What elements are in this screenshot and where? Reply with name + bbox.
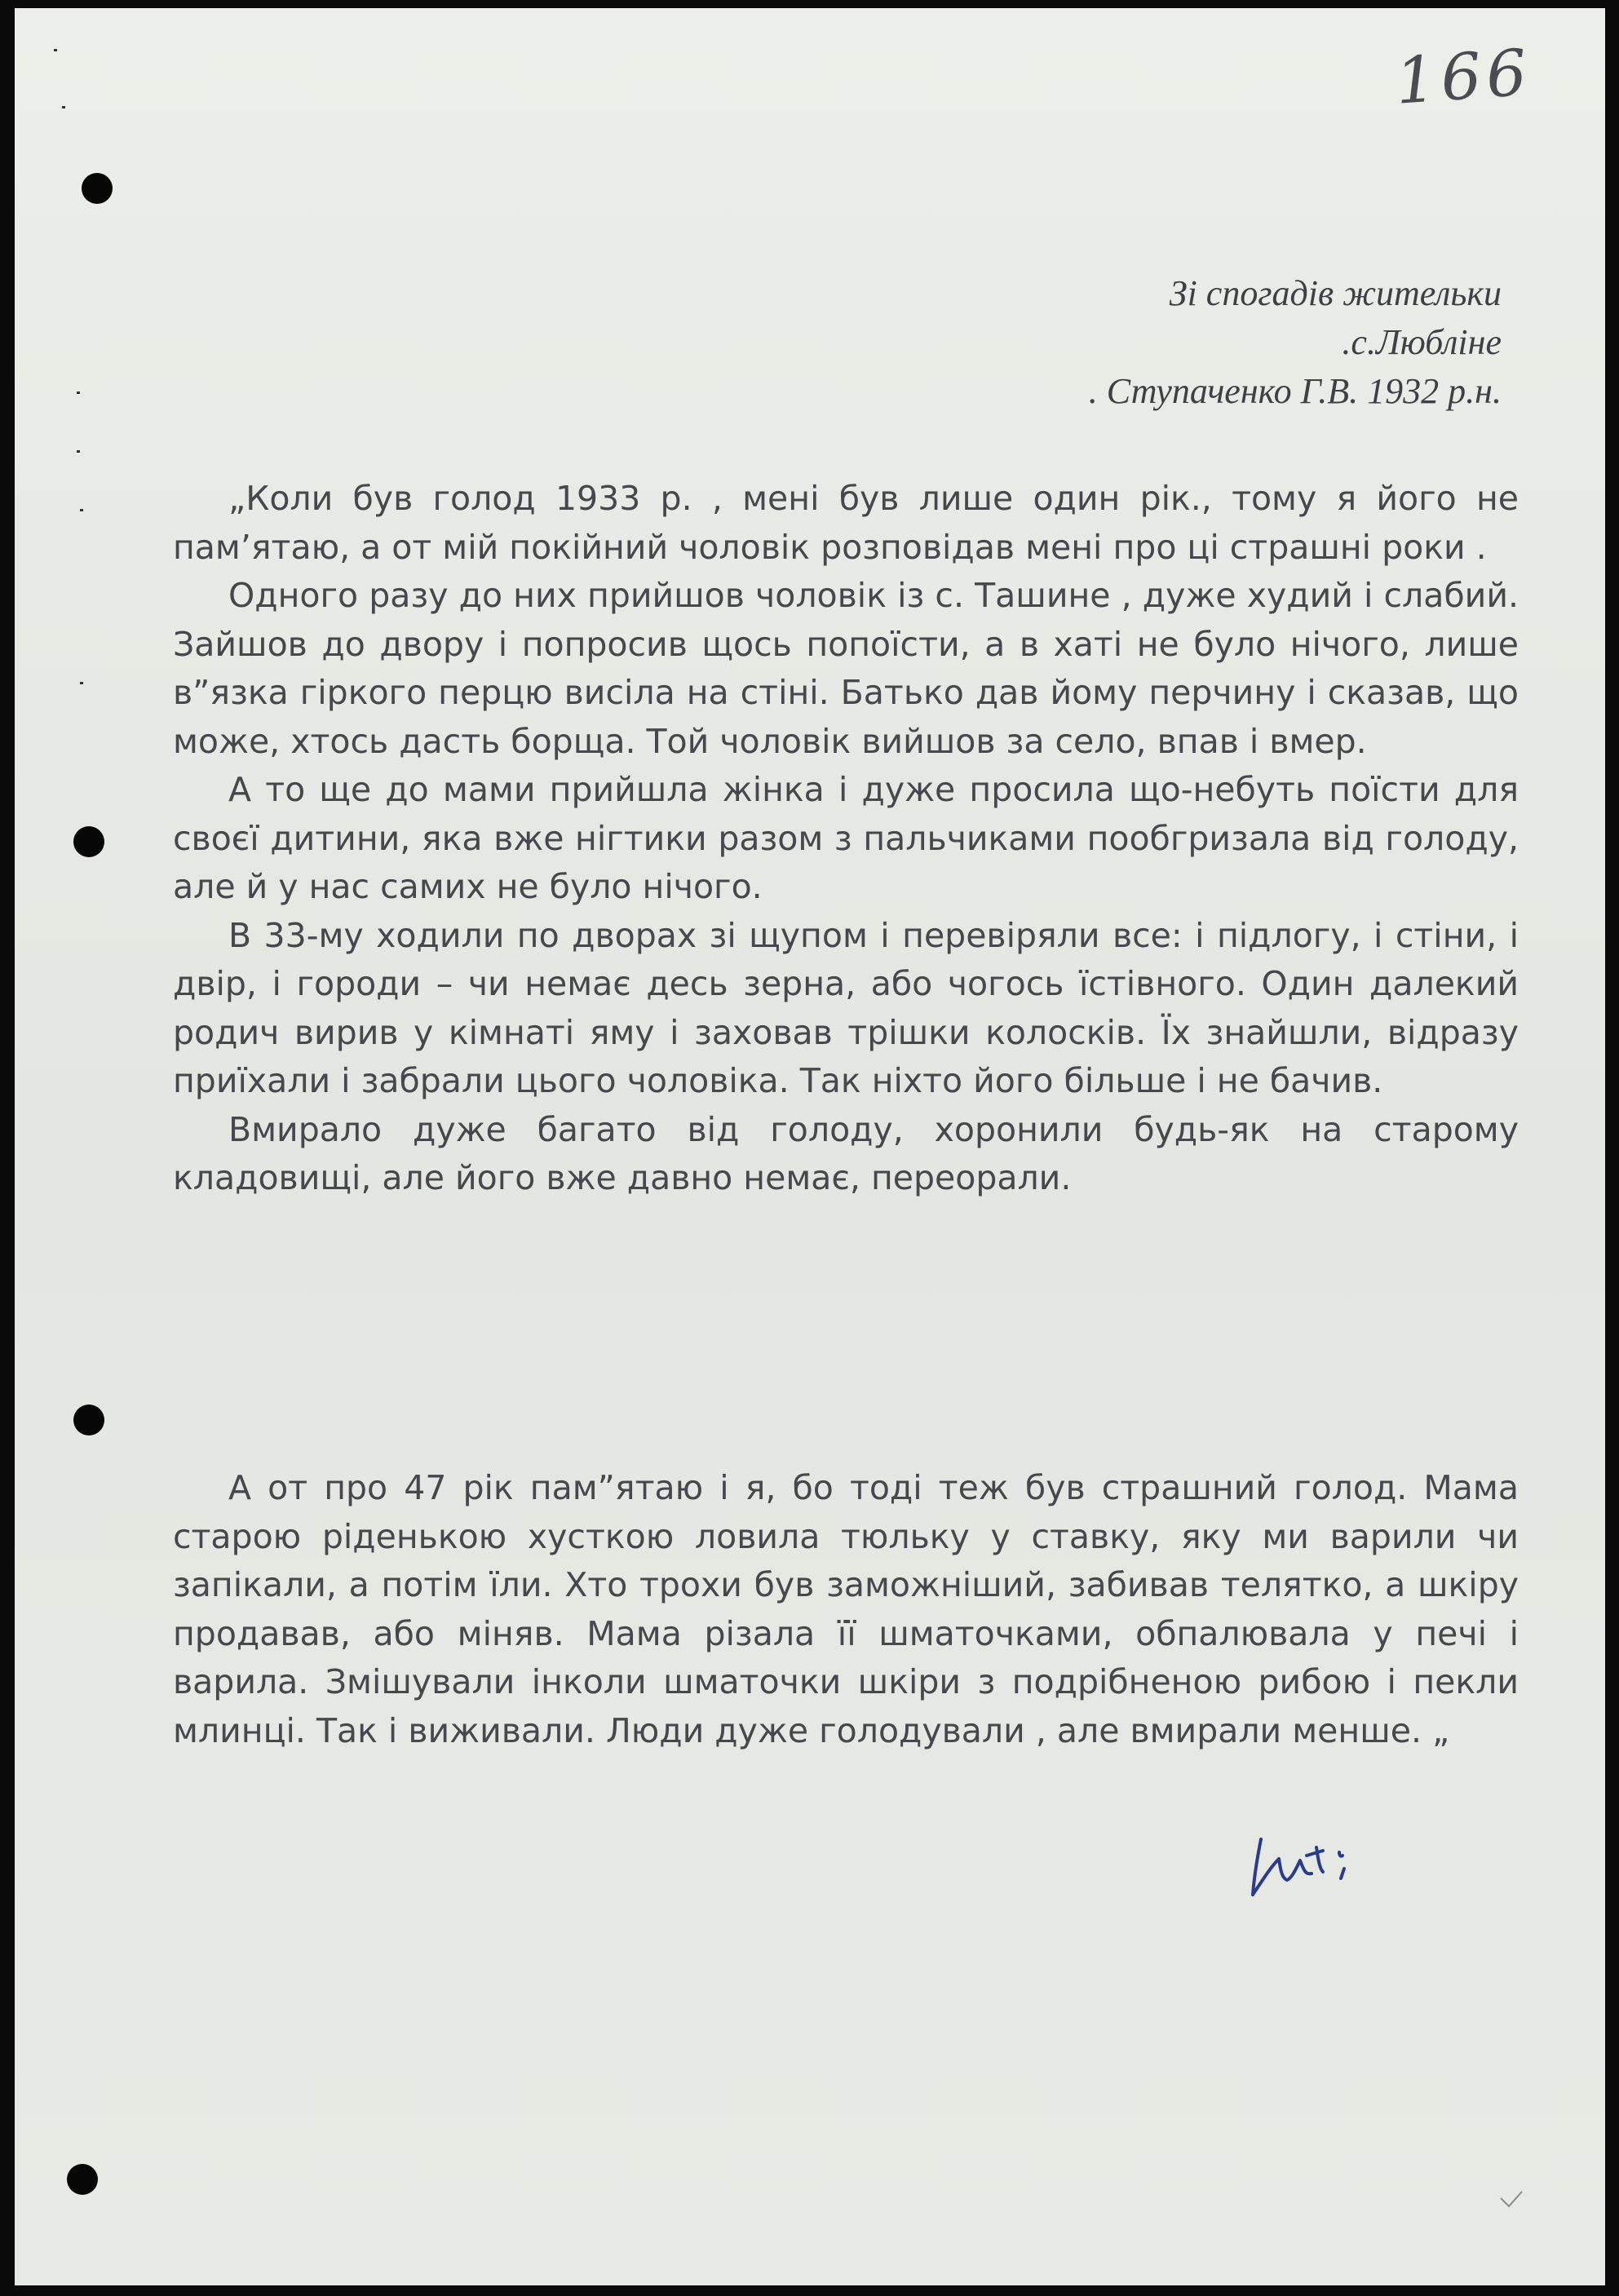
punch-hole-4 xyxy=(67,2164,98,2195)
document-header xyxy=(767,269,1502,416)
paragraph: В 33-му ходили по дворах зі щупом і перевіряли все: і підлогу, і стіни, і двір, і городи – чи немає десь зерна, або чогось їстівного. Один далекий родич вирив у кімнаті яму і заховав трішки колосків. Їх знайшли, відразу приїхали і забрали цього чоловіка. Так ніхто його більше і не бачив. xyxy=(173,915,1519,1100)
paragraph: А то ще до мами прийшла жінка і дуже просила що-небуть поїсти для своєї дитини, яка вже нігтики разом з пальчиками пообгризала від голоду, але й у нас самих не було нічого. xyxy=(173,770,1519,906)
punch-hole-1 xyxy=(82,173,113,204)
margin-mark xyxy=(80,509,83,511)
header-title: Зі спогадів жительки xyxy=(1169,273,1502,313)
margin-mark xyxy=(80,682,83,684)
memoir-text-1947 xyxy=(173,1464,1519,1755)
header-author: . Ступаченко Г.В. 1932 р.н. xyxy=(1088,371,1502,411)
punch-hole-2 xyxy=(73,826,104,857)
margin-mark xyxy=(62,106,65,108)
paragraph: А от про 47 рік пам”ятаю і я, бо тоді теж був страшний голод. Мама старою ріденькою хусткою ловила тюльку у ставку, яку ми варили чи запікали, а потім їли. Хто трохи був заможніший, забивав телятко, а шкіру продавав, або міняв. Мама різала її шматочками, обпалювала у печі і варила. Змішували інколи шматочки шкіри з подрібненою рибою і пекли млинці. Так і виживали. Люди дуже голодували , але вмирали менше. „ xyxy=(173,1468,1519,1750)
document-page xyxy=(15,8,1605,2285)
margin-mark xyxy=(77,392,80,394)
punch-hole-3 xyxy=(73,1405,104,1436)
signature-icon xyxy=(1238,1831,1418,1904)
header-village: .с.Любліне xyxy=(1342,322,1502,362)
paragraph: Вмирало дуже багато від голоду, хоронили будь-як на старому кладовищі, але його вже давно немає, переорали. xyxy=(173,1109,1519,1197)
paragraph: Одного разу до них прийшов чоловік із с. Ташине , дуже худий і слабий. Зайшов до двору і попросив щось попоїсти, а в хаті не було нічого, лише в”язка гіркого перцю висіла на стіні. Батько дав йому перчину і сказав, що може, хтось дасть борща. Той чоловік вийшов за село, впав і вмер. xyxy=(173,576,1519,761)
handwritten-page-number: 166 xyxy=(1393,36,1534,119)
margin-mark xyxy=(77,450,80,453)
check-mark-icon xyxy=(1499,2190,1524,2210)
memoir-text-1933 xyxy=(173,475,1519,1203)
paragraph: „Коли був голод 1933 р. , мені був лише один рік., тому я його не пам’ятаю, а от мій покійний чоловік розповідав мені про ці страшні роки . xyxy=(173,479,1519,567)
margin-mark xyxy=(54,49,57,51)
